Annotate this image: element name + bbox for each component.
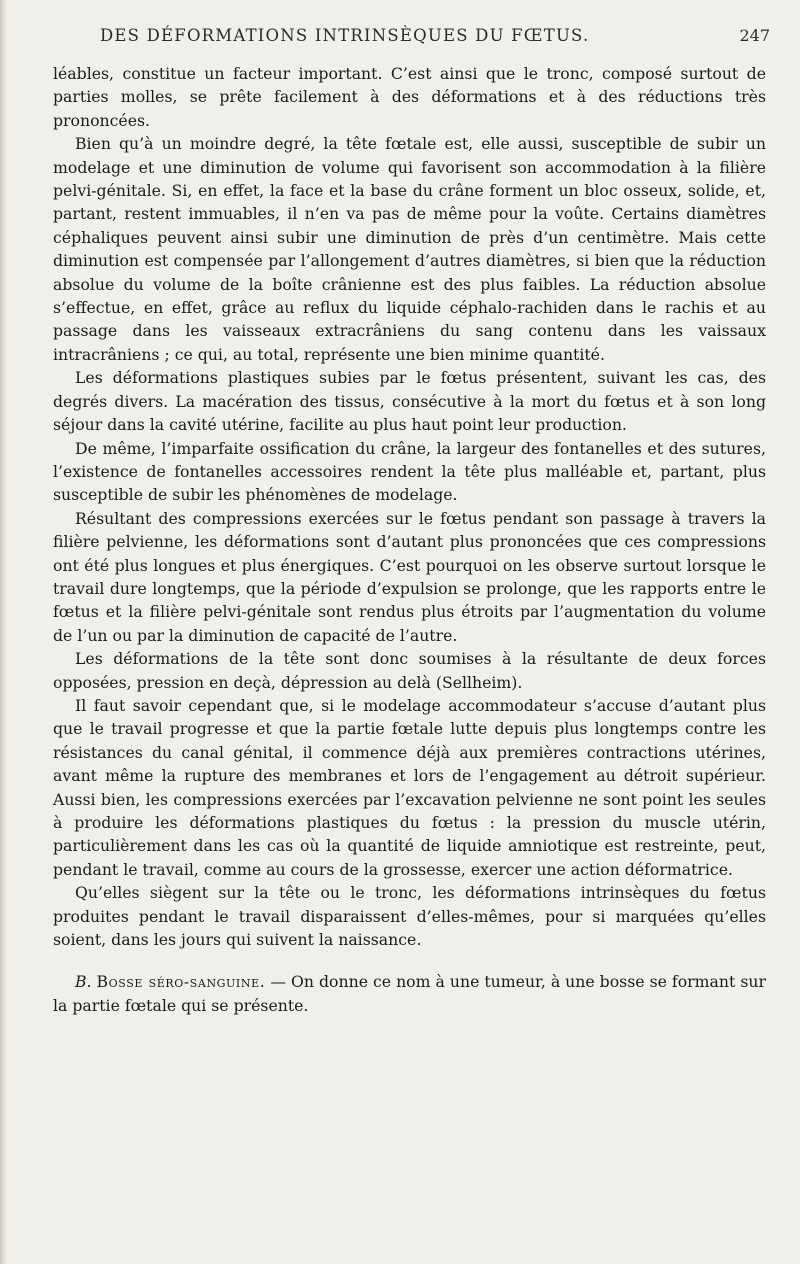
paragraph-4: De même, l’imparfaite ossification du crâne, la largeur des fontanelles et des sutures, l’existence de fontanelles accessoires rendent la tête plus malléable et, partant, plus susceptible de subir les phénomènes de modelage. [53, 438, 766, 505]
page-edge-shadow [0, 0, 7, 1264]
page-header [0, 26, 800, 52]
paragraph-2: Bien qu’à un moindre degré, la tête fœtale est, elle aussi, susceptible de subir un modelage et une diminution de volume qui favorisent son accommodation à la filière pelvi-génitale. Si, en effet, la face et la base du crâne forment un bloc osseux, solide, et, partant, restent immuables, il n’en va pas de même pour la voûte. Certains diamètres céphaliques peuvent ainsi subir une diminution de près d’un centimètre. Mais cette diminution est compensée par l’allongement d’autres diamètres, si bien que la réduction absolue du volume de la boîte crânienne est des plus faibles. La réduction absolue s’effectue, en effet, grâce au reflux du liquide céphalo-rachiden dans le rachis et au passage dans les vaisseaux extracrâniens du sang contenu dans les vaissaux intracrâniens ; ce qui, au total, représente une bien minime quantité. [53, 134, 766, 364]
paragraph-6: Les déformations de la tête sont donc soumises à la résultante de deux forces opposées, pression en deçà, dépression au delà (Sellheim). [53, 649, 766, 692]
paragraph-3: Les déformations plastiques subies par le fœtus présentent, suivant les cas, des degrés divers. La macération des tissus, consécutive à la mort du fœtus et à son long séjour dans la cavité utérine, facilite au plus haut point leur production. [53, 368, 766, 435]
paragraph-5: Résultant des compressions exercées sur le fœtus pendant son passage à travers la filière pelvienne, les déformations sont d’autant plus prononcées que ces compressions ont été plus longues et plus énergiques. C’est pourquoi on les observe surtout lorsque le travail dure longtemps, que la période d’expulsion se prolonge, que les rapports entre le fœtus et la filière pelvi-génitale sont rendus plus étroits par l’augmentation du volume de l’un ou par la diminution de capacité de l’autre. [53, 508, 766, 645]
body-text [53, 62, 766, 1017]
section-text: — On donne ce nom à une tumeur, à une bosse se formant sur la partie fœtale qui se présente. [53, 972, 766, 1015]
section-letter: B. [75, 972, 92, 992]
section-title: Bosse séro-sanguine. [96, 972, 266, 992]
paragraph-7: Il faut savoir cependant que, si le modelage accommodateur s’accuse d’autant plus que le travail progresse et que la partie fœtale lutte depuis plus longtemps contre les résistances du canal génital, il commence déjà aux premières contractions utérines, avant même la rupture des membranes et lors de l’engagement au détroit supérieur. Aussi bien, les compressions exercées par l’excavation pelvienne ne sont point les seules à produire les déformations plastiques du fœtus : la pression du muscle utérin, particulièrement dans les cas où la quantité de liquide amniotique est restreinte, peut, pendant le travail, comme au cours de la grossesse, exercer une action déformatrice. [53, 695, 766, 879]
page-number: 247 [739, 26, 770, 45]
running-title: DES DÉFORMATIONS INTRINSÈQUES DU FŒTUS. [100, 26, 590, 45]
paragraph-1: léables, constitue un facteur important. C’est ainsi que le tronc, composé surtout de parties molles, se prête facilement à des déformations et à des réductions très prononcées. [53, 64, 766, 130]
paragraph-8: Qu’elles siègent sur la tête ou le tronc, les déformations intrinsèques du fœtus produites pendant le travail disparaissent d’elles-mêmes, pour si marquées qu’elles soient, dans les jours qui suivent la naissance. [53, 883, 766, 950]
section-paragraph [53, 970, 766, 1017]
